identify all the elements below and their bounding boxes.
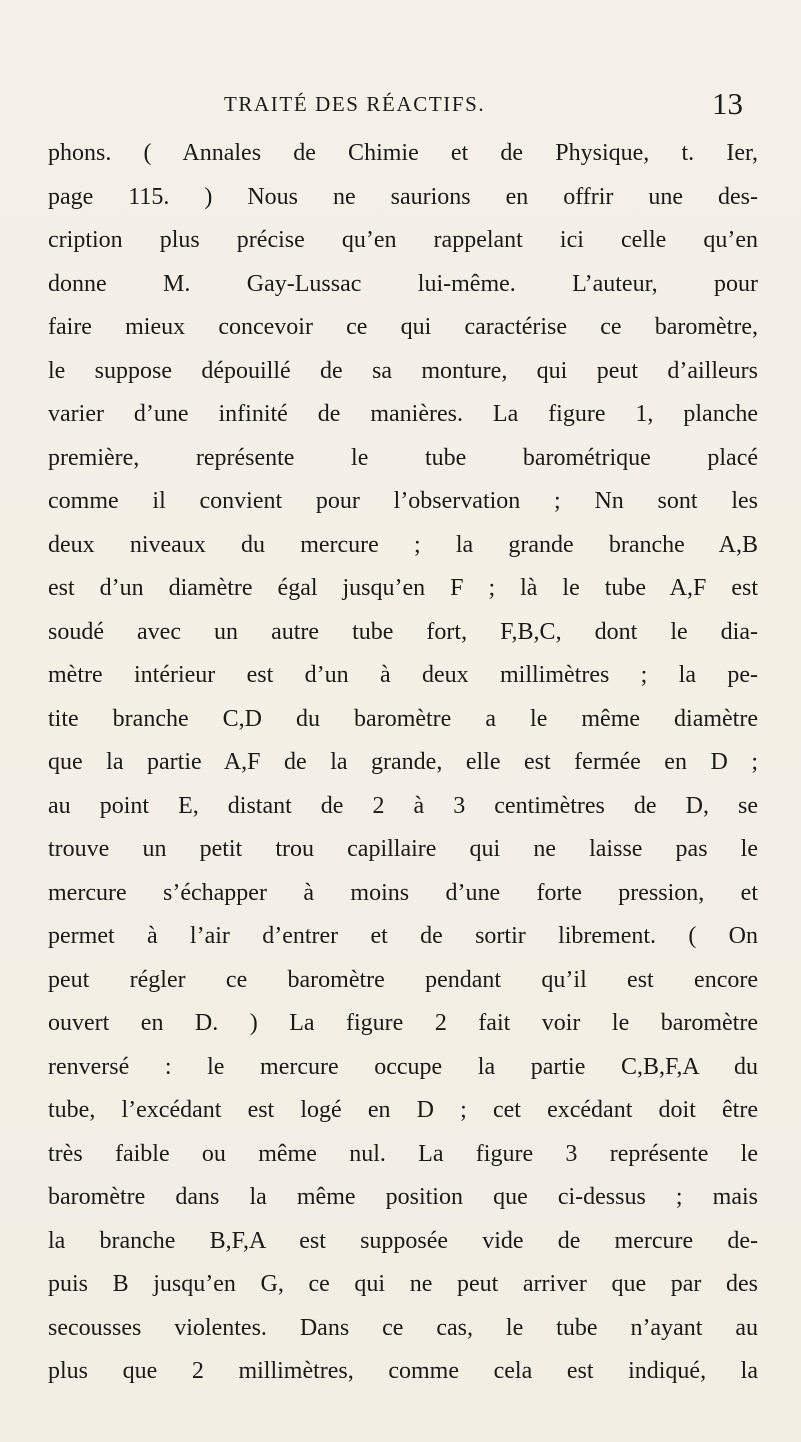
text-line: est d’un diamètre égal jusqu’en F ; là le tube A,F est — [48, 575, 758, 601]
text-line: tite branche C,D du baromètre a le même diamètre — [48, 705, 758, 732]
text-line: au point E, distant de 2 à 3 centimètres de D, se — [48, 792, 758, 819]
text-line: secousses violentes. Dans ce cas, le tube n’ayant au — [48, 1314, 758, 1341]
text-line: ouvert en D. ) La figure 2 fait voir le baromètre — [48, 1010, 758, 1036]
text-line: la branche B,F,A est supposée vide de mercure de- — [48, 1227, 758, 1254]
text-line: très faible ou même nul. La figure 3 représente le — [48, 1140, 758, 1167]
text-line: cription plus précise qu’en rappelant ici celle qu’en — [48, 227, 758, 253]
text-line: page 115. ) Nous ne saurions en offrir une des- — [48, 183, 758, 210]
text-line: donne M. Gay-Lussac lui-même. L’auteur, pour — [48, 270, 758, 297]
running-head — [0, 86, 801, 126]
text-line: le suppose dépouillé de sa monture, qui peut d’ailleurs — [48, 357, 758, 384]
text-line: tube, l’excédant est logé en D ; cet excédant doit être — [48, 1097, 758, 1123]
text-line: mètre intérieur est d’un à deux millimètres ; la pe- — [48, 662, 758, 688]
text-line: deux niveaux du mercure ; la grande branche A,B — [48, 531, 758, 558]
text-line: baromètre dans la même position que ci-dessus ; mais — [48, 1184, 758, 1210]
text-line: que la partie A,F de la grande, elle est fermée en D ; — [48, 749, 758, 775]
text-line: première, représente le tube barométrique placé — [48, 444, 758, 471]
text-line: puis B jusqu’en G, ce qui ne peut arriver que par des — [48, 1271, 758, 1297]
body-text — [48, 132, 758, 1394]
text-line: trouve un petit trou capillaire qui ne laisse pas le — [48, 836, 758, 862]
text-line: comme il convient pour l’observation ; Nn sont les — [48, 488, 758, 514]
text-line: permet à l’air d’entrer et de sortir librement. ( On — [48, 923, 758, 949]
text-line: peut régler ce baromètre pendant qu’il est encore — [48, 966, 758, 993]
text-line: varier d’une infinité de manières. La figure 1, planche — [48, 401, 758, 427]
text-line: faire mieux concevoir ce qui caractérise ce baromètre, — [48, 314, 758, 340]
text-line: renversé : le mercure occupe la partie C,B,F,A du — [48, 1053, 758, 1080]
text-line: phons. ( Annales de Chimie et de Physique, t. Ier, — [48, 140, 758, 166]
text-line: plus que 2 millimètres, comme cela est indiqué, la — [48, 1358, 758, 1384]
text-line: mercure s’échapper à moins d’une forte pression, et — [48, 879, 758, 906]
text-line: soudé avec un autre tube fort, F,B,C, dont le dia- — [48, 618, 758, 645]
running-title: TRAITÉ DES RÉACTIFS. — [224, 92, 486, 116]
page-number: 13 — [712, 86, 743, 121]
